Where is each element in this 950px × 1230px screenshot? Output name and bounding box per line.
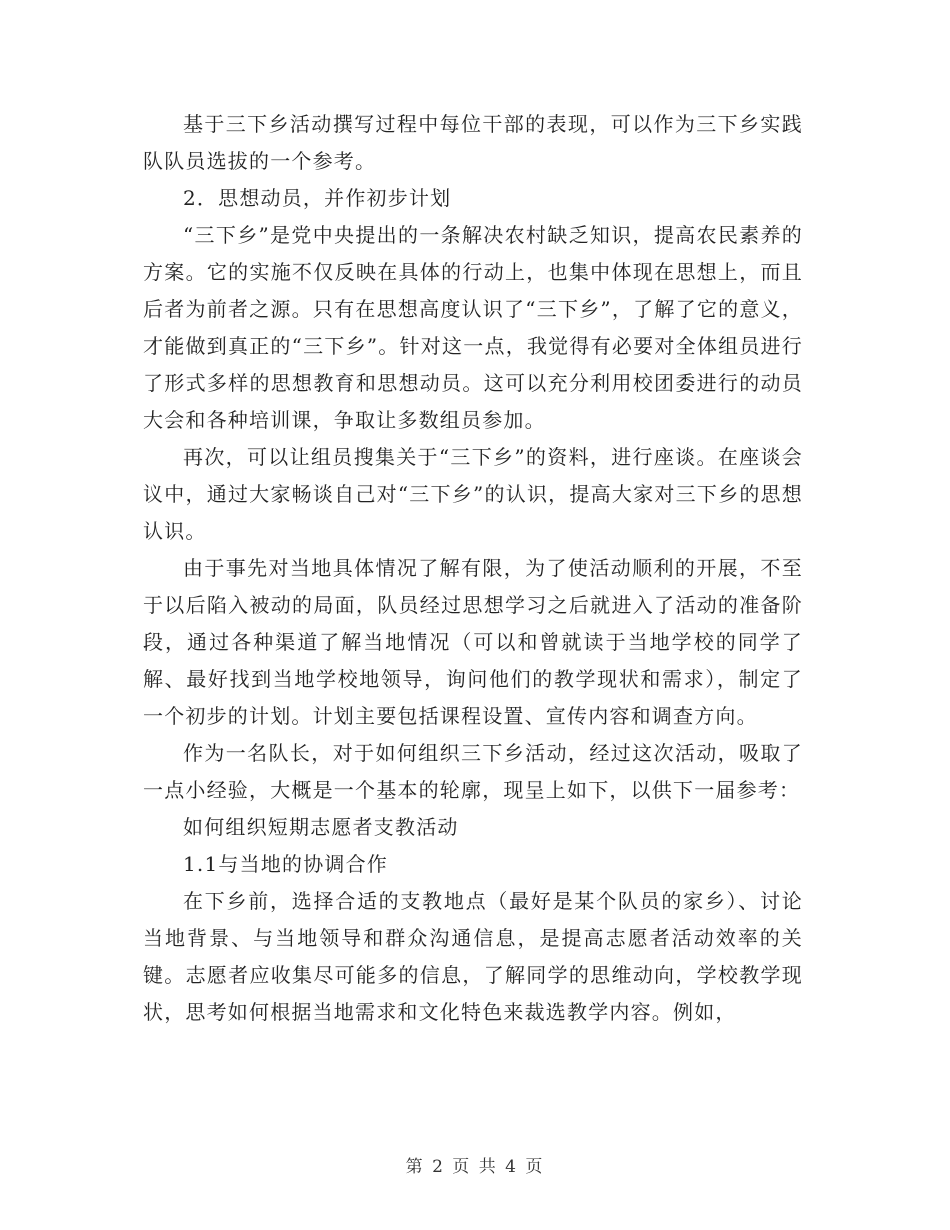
paragraph-three-to-countryside-meaning: “三下乡”是党中央提出的一条解决农村缺乏知识，提高农民素养的方案。它的实施不仅反映在具体的行动上，也集中体现在思想上，而且后者为前者之源。只有在思想高度认识了“三下乡”，了解了它的意义，才能做到真正的“三下乡”。针对这一点，我觉得有必要对全体组员进行了形式多样的思想教育和思想动员。这可以充分利用校团委进行的动员大会和各种培训课，争取让多数组员参加。 (143, 223, 803, 432)
paragraph-preparation-plan: 由于事先对当地具体情况了解有限，为了使活动顺利的开展，不至于以后陷入被动的局面，队员经过思想学习之后就进入了活动的准备阶段，通过各种渠道了解当地情况（可以和曾就读于当地学校的同学了解、最好找到当地学校地领导，询问他们的教学现状和需求），制定了一个初步的计划。计划主要包括课程设置、宣传内容和调查方向。 (143, 556, 803, 728)
document-body (143, 106, 803, 1031)
paragraph-team-leader-experience: 作为一名队长，对于如何组织三下乡活动，经过这次活动，吸取了一点小经验，大概是一个基本的轮廓，现呈上如下，以供下一届参考： (143, 741, 803, 802)
page-number-footer: 第 2 页 共 4 页 (405, 1157, 545, 1177)
paragraph-before-going-to-countryside: 在下乡前，选择合适的支教地点（最好是某个队员的家乡）、讨论当地背景、与当地领导和群众沟通信息，是提高志愿者活动效率的关键。志愿者应收集尽可能多的信息，了解同学的思维动向，学校教学现状，思考如何根据当地需求和文化特色来裁选教学内容。例如， (143, 889, 803, 1024)
heading-local-coordination: 1.1与当地的协调合作 (183, 852, 389, 876)
heading-organize-volunteer-teaching: 如何组织短期志愿者支教活动 (183, 815, 459, 839)
heading-ideological-mobilization: 2．思想动员，并作初步计划 (183, 186, 452, 210)
paragraph-cadre-performance: 基于三下乡活动撰写过程中每位干部的表现，可以作为三下乡实践队队员选拔的一个参考。 (143, 112, 803, 173)
paragraph-collect-materials: 再次，可以让组员搜集关于“三下乡”的资料，进行座谈。在座谈会议中，通过大家畅谈自己对“三下乡”的认识，提高大家对三下乡的思想认识。 (143, 445, 803, 543)
